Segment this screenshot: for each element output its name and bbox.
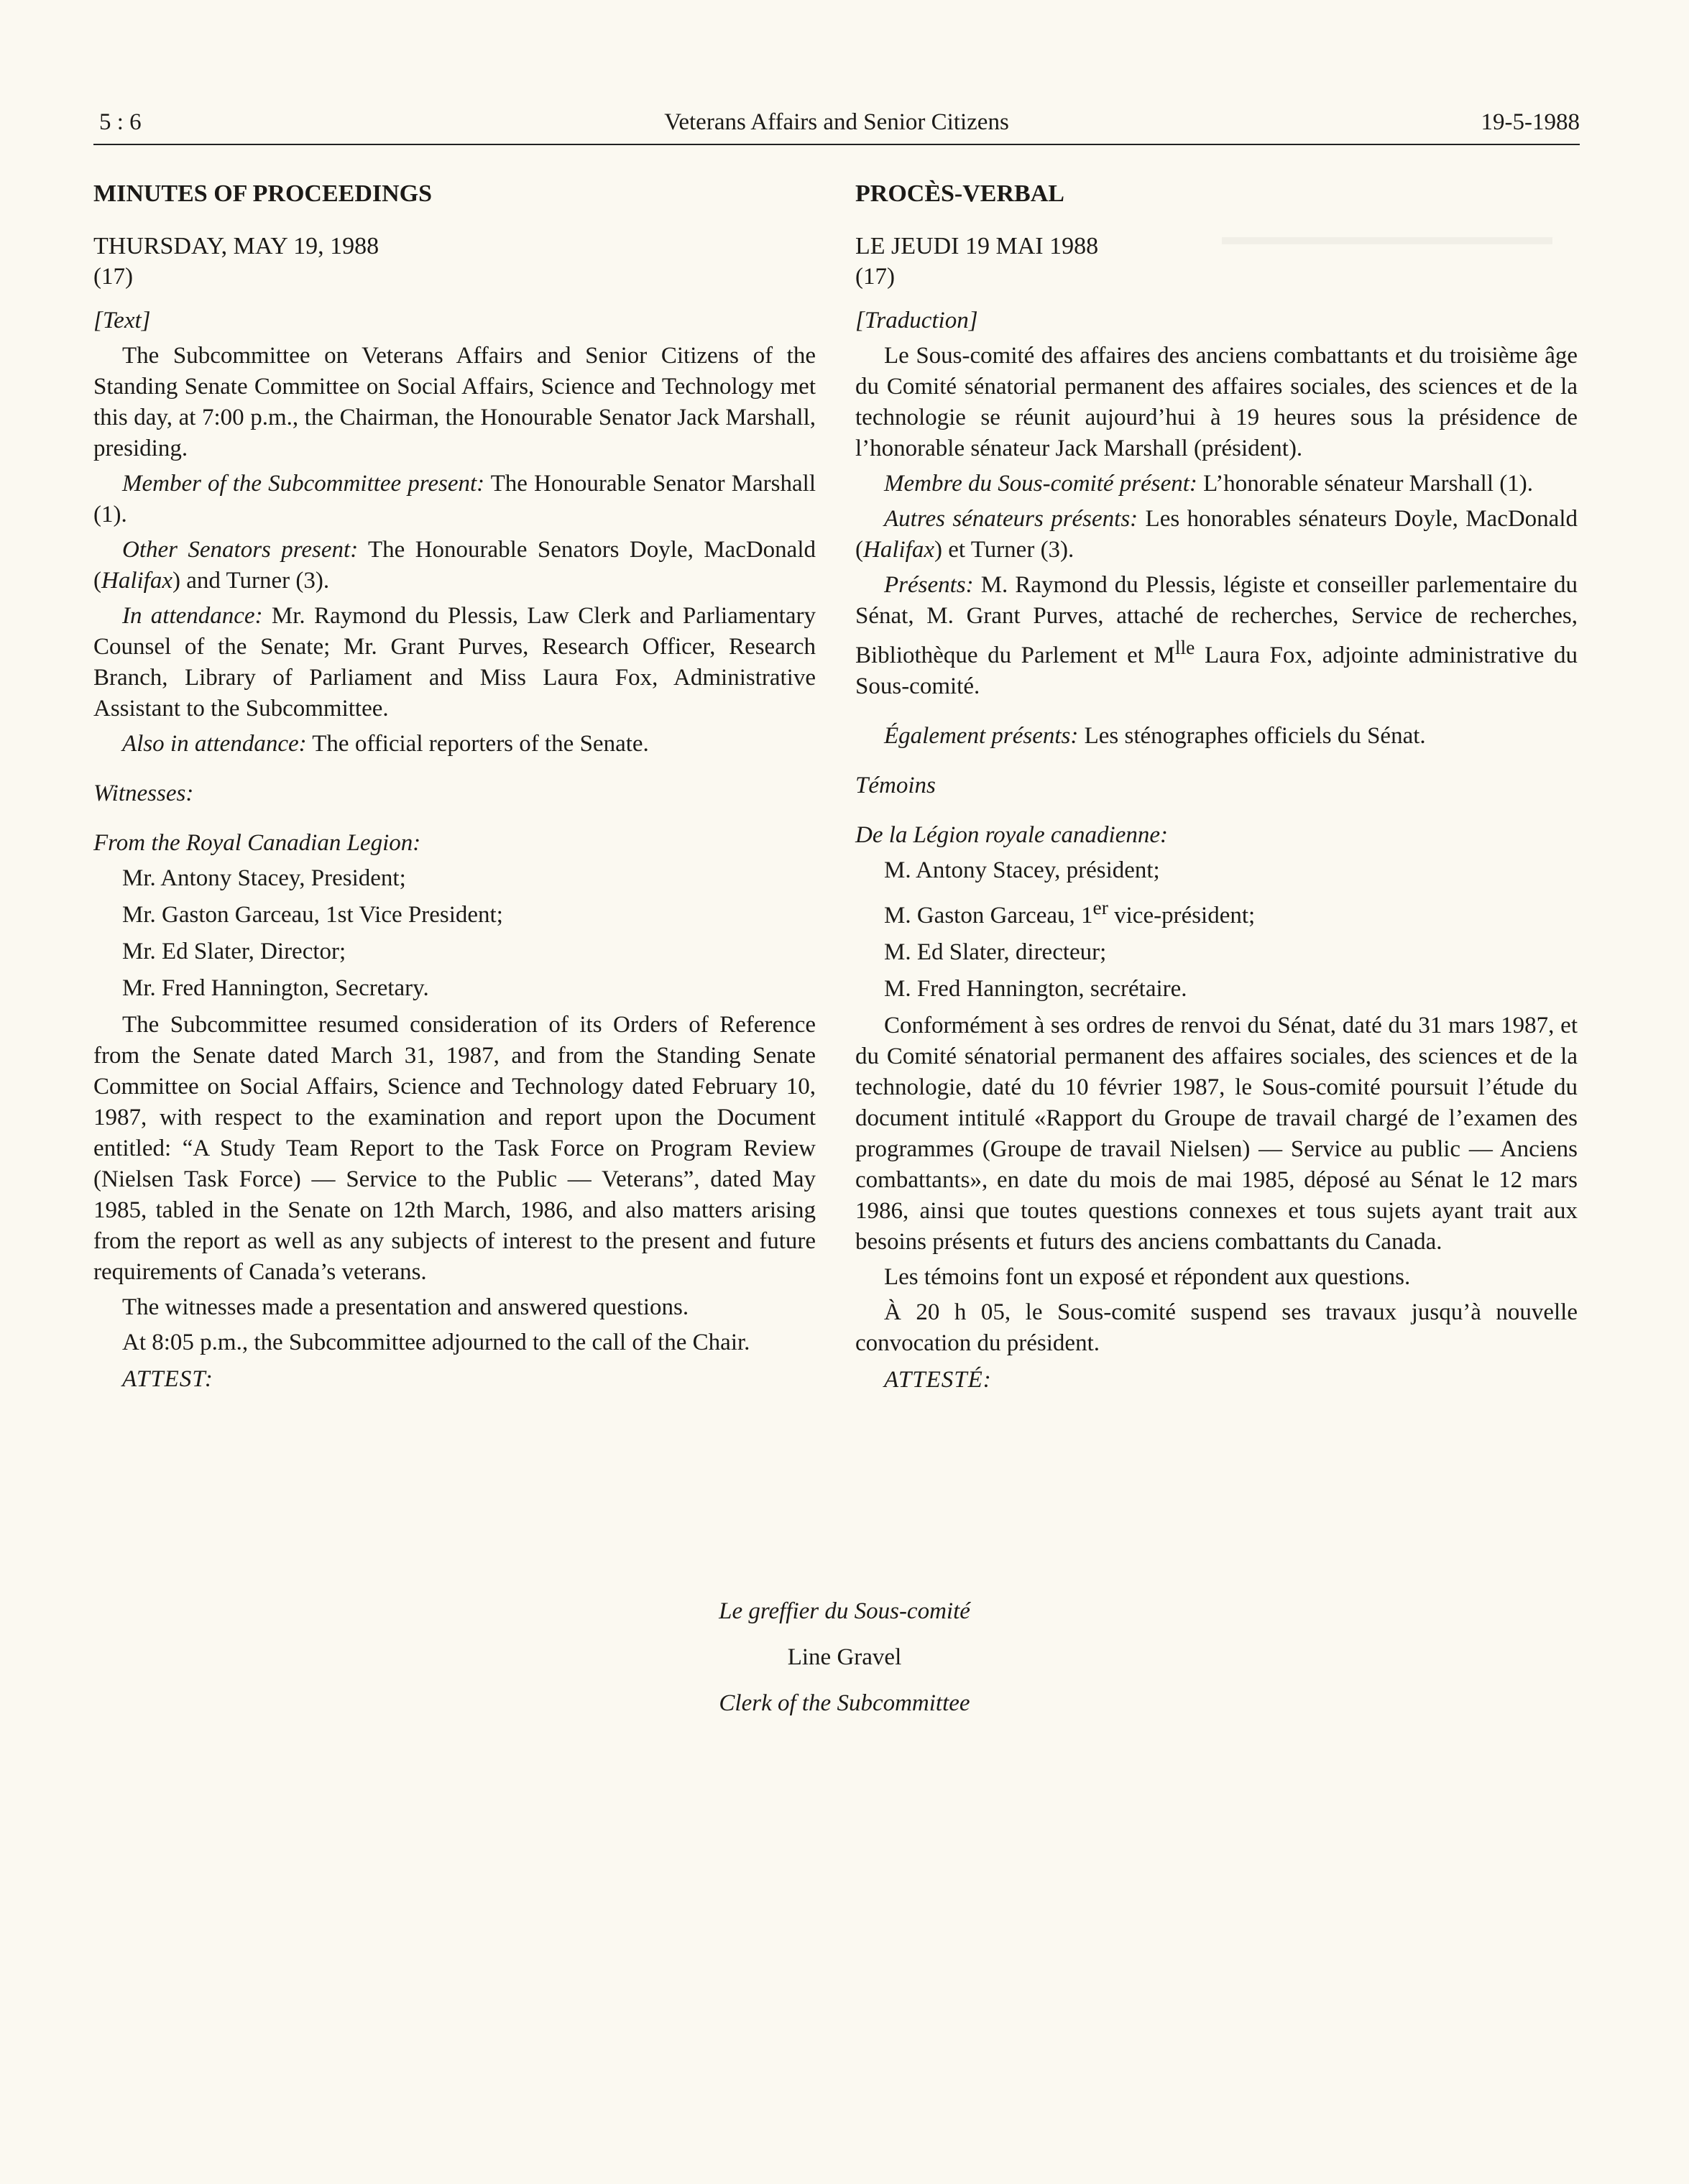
- fr-in-attendance: [855, 570, 1578, 702]
- fr-others-label: Autres sénateurs présents:: [884, 506, 1138, 532]
- page-number: 5 : 6: [99, 109, 142, 135]
- fr-witness-item: M. Antony Stacey, président;: [884, 857, 1160, 883]
- en-adjournment: At 8:05 p.m., the Subcommittee adjourned to the call of the Chair.: [122, 1330, 750, 1355]
- en-also-label: Also in attendance:: [122, 731, 307, 757]
- fr-legion-label: De la Légion royale canadienne:: [855, 822, 1168, 848]
- en-orders-of-reference: The Subcommittee resumed consideration of its Orders of Reference from the Senate dated March 31, 1987, and from the Standing Senate Committee on Social Affairs, Science and Technology dated February 10, 1987, with respect to the examination and report upon the Document entitled: “A Study Team Report to the Task Force on Program Review (Nielsen Task Force) — Service to the Public — Veterans”, dated May 1985, tabled in the Senate on 12th March, 1986, and also matters arising from the report as well as any subjects of interest to the present and future requirements of Canada’s veterans.: [93, 1012, 816, 1285]
- en-witness-item: Mr. Gaston Garceau, 1st Vice President;: [122, 902, 503, 928]
- en-witnesses-presentation: The witnesses made a presentation and answered questions.: [122, 1294, 689, 1320]
- fr-attendance-text-b: Laura Fox, adjointe administrative du Sous-comité.: [855, 642, 1578, 699]
- en-others-text-a: The Honourable Senators Doyle, MacDonald (: [93, 537, 816, 594]
- en-in-attendance: [93, 601, 816, 724]
- fr-witnesses-presentation: Les témoins font un exposé et répondent aux questions.: [884, 1264, 1411, 1290]
- en-legion-label: From the Royal Canadian Legion:: [93, 830, 421, 856]
- fr-other-senators: [855, 504, 1578, 566]
- clerk-name: Line Gravel: [787, 1644, 902, 1670]
- en-also-text: The official reporters of the Senate.: [306, 731, 649, 757]
- en-opening-paragraph: The Subcommittee on Veterans Affairs and Senior Citizens of the Standing Senate Committee on Social Affairs, Science and Technology met this day, at 7:00 p.m., the Chairman, the Honourable Senator Jack Marshall, presiding.: [93, 343, 816, 461]
- fr-adjournment: À 20 h 05, le Sous-comité suspend ses travaux jusqu’à nouvelle convocation du président.: [855, 1299, 1578, 1356]
- clerk-title-fr: Le greffier du Sous-comité: [719, 1598, 970, 1624]
- en-other-senators: [93, 535, 816, 596]
- fr-attest: ATTESTÉ:: [884, 1367, 992, 1393]
- fr-heading: PROCÈS-VERBAL: [855, 180, 1064, 207]
- en-others-text-b: ) and Turner (3).: [172, 568, 330, 594]
- en-text-tag: [Text]: [93, 308, 151, 333]
- fr-witness-2b: vice-président;: [1108, 903, 1256, 929]
- fr-text-tag: [Traduction]: [855, 308, 978, 333]
- fr-witness-item: M. Fred Hannington, secrétaire.: [884, 976, 1187, 1002]
- signature-block: [0, 1588, 1689, 1726]
- fr-witness-2-sup: er: [1092, 896, 1108, 918]
- en-attendance-label: In attendance:: [122, 603, 263, 629]
- running-date: 19-5-1988: [1481, 109, 1580, 135]
- fr-also-label: Également présents:: [884, 723, 1079, 749]
- en-witnesses-label: Witnesses:: [93, 780, 194, 806]
- en-heading: MINUTES OF PROCEEDINGS: [93, 180, 433, 207]
- fr-others-text-a: Les honorables sénateurs Doyle, MacDonald (: [855, 506, 1578, 563]
- en-others-halifax: Halifax: [101, 568, 172, 594]
- en-members-text: The Honourable Senator Marshall (1).: [93, 471, 816, 527]
- en-witness-item: Mr. Fred Hannington, Secretary.: [122, 975, 429, 1001]
- fr-others-text-b: ) et Turner (3).: [934, 537, 1074, 563]
- fr-witness-2a: M. Gaston Garceau, 1: [884, 903, 1093, 929]
- en-members-label: Member of the Subcommittee present:: [122, 471, 485, 497]
- fr-also-in-attendance: [855, 721, 1578, 752]
- fr-attendance-label: Présents:: [884, 572, 974, 598]
- en-witness-item: Mr. Ed Slater, Director;: [122, 939, 346, 964]
- en-attest: ATTEST:: [122, 1366, 213, 1392]
- header-rule: [93, 144, 1580, 145]
- fr-members-present: [855, 469, 1578, 499]
- en-members-present: [93, 469, 816, 530]
- french-column: [855, 178, 1578, 1396]
- fr-witness-item: M. Ed Slater, directeur;: [884, 939, 1107, 965]
- fr-witness-item: [884, 892, 1578, 931]
- fr-witnesses-label: Témoins: [855, 773, 936, 798]
- en-sitting-number: (17): [93, 264, 133, 290]
- fr-members-label: Membre du Sous-comité présent:: [884, 471, 1197, 497]
- fr-sitting-number: (17): [855, 264, 895, 290]
- fr-attendance-text-a: M. Raymond du Plessis, légiste et conseiller parlementaire du Sénat, M. Grant Purves, attaché de recherches, Service de recherches, Bibliothèque du Parlement et M: [855, 572, 1578, 668]
- fr-also-text: Les sténographes officiels du Sénat.: [1078, 723, 1426, 749]
- clerk-title-en: Clerk of the Subcommittee: [719, 1690, 970, 1716]
- fr-others-halifax: Halifax: [863, 537, 934, 563]
- fr-attendance-sup: lle: [1174, 636, 1195, 658]
- fr-members-text: L’honorable sénateur Marshall (1).: [1197, 471, 1533, 497]
- fr-opening-paragraph: Le Sous-comité des affaires des anciens combattants et du troisième âge du Comité sénatorial permanent des affaires sociales, des sciences et de la technologie se réunit aujourd’hui à 19 heures sous la présidence de l’honorable sénateur Jack Marshall (président).: [855, 343, 1578, 461]
- running-title: Veterans Affairs and Senior Citizens: [664, 109, 1009, 135]
- fr-orders-of-reference: Conformément à ses ordres de renvoi du Sénat, daté du 31 mars 1987, et du Comité sénatorial permanent des affaires sociales, des sciences et de la technologie, daté du 10 février 1987, le Sous-comité poursuit l’étude du document intitulé «Rapport du Groupe de travail chargé de l’examen des programmes (Groupe de travail Nielsen) — Service au public — Anciens combattants», en date du mois de mai 1985, déposé au Sénat le 12 mars 1986, ainsi que toutes questions connexes et tous sujets ayant trait aux besoins présents et futurs des anciens combattants du Canada.: [855, 1013, 1578, 1255]
- en-witness-item: Mr. Antony Stacey, President;: [122, 865, 406, 891]
- en-date: THURSDAY, MAY 19, 1988: [93, 233, 379, 259]
- en-attendance-text: Mr. Raymond du Plessis, Law Clerk and Parliamentary Counsel of the Senate; Mr. Grant Purves, Research Officer, Research Branch, Library of Parliament and Miss Laura Fox, Administrative Assistant to the Subcommittee.: [93, 603, 816, 722]
- running-head: [93, 106, 1580, 144]
- en-also-in-attendance: [93, 729, 816, 760]
- fr-date: LE JEUDI 19 MAI 1988: [855, 233, 1099, 259]
- en-others-label: Other Senators present:: [122, 537, 359, 563]
- english-column: [93, 178, 816, 1395]
